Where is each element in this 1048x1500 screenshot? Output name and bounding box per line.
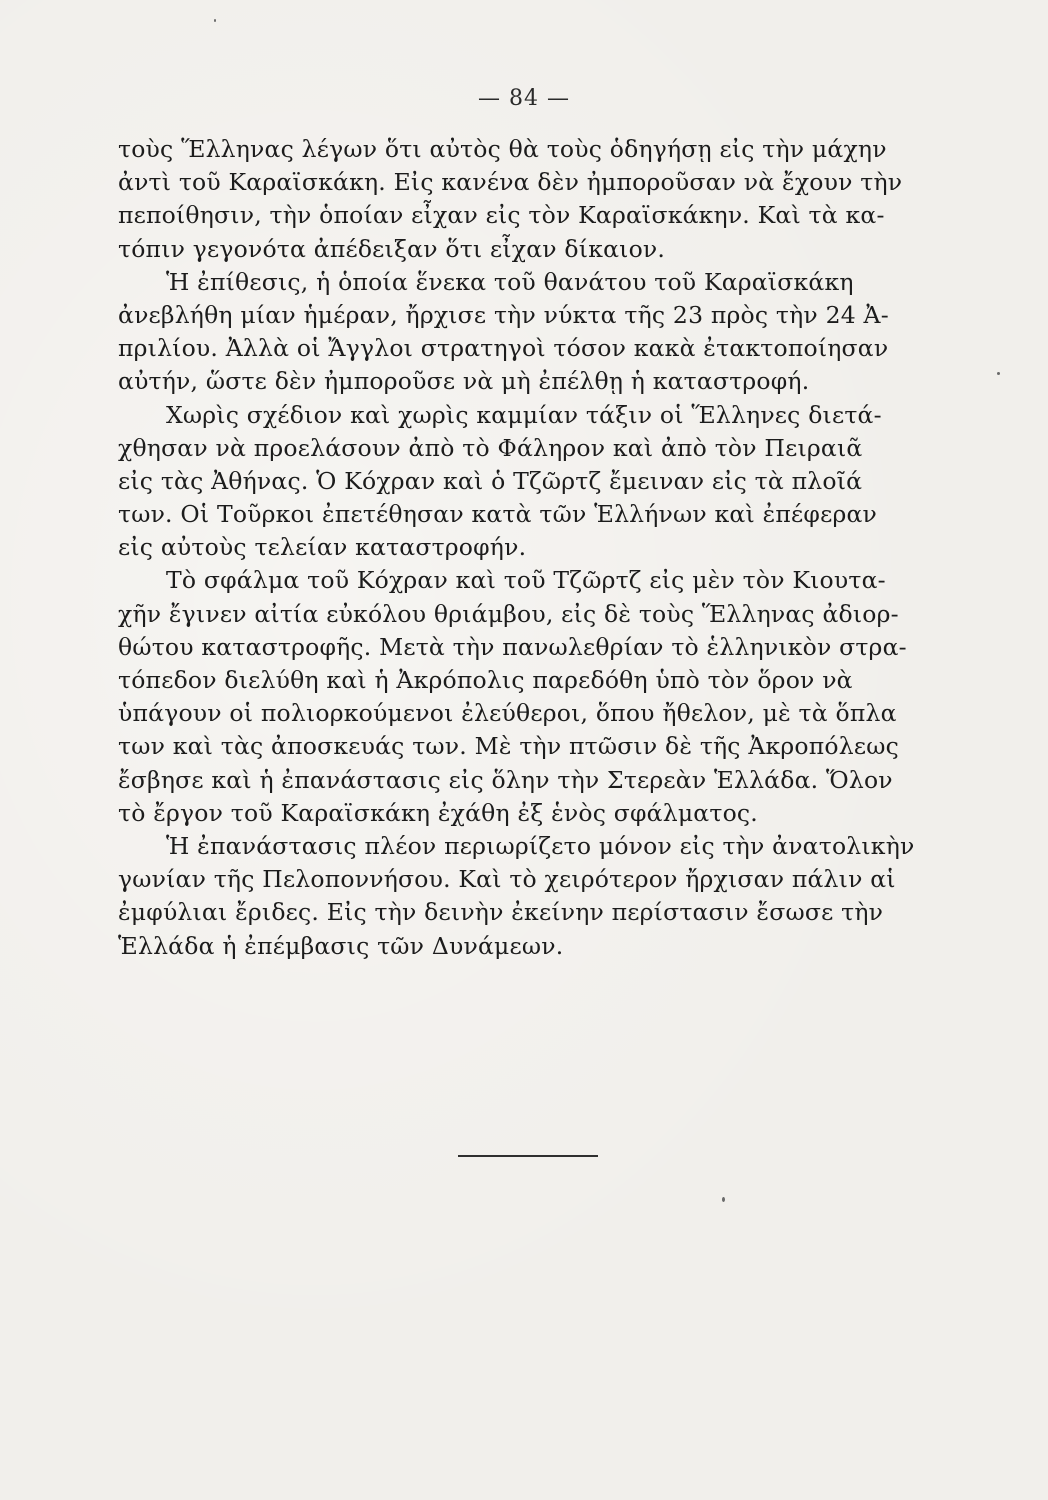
- text-line: των καὶ τὰς ἀποσκευάς των. Μὲ τὴν πτῶσιν δὲ τῆς Ἀκροπόλεως: [118, 732, 899, 761]
- text-line: τὸ ἔργον τοῦ Καραϊσκάκη ἐχάθη ἐξ ἑνὸς σφάλματος.: [118, 798, 758, 827]
- body-text: [118, 133, 958, 963]
- page-number: — 84 —: [478, 86, 570, 111]
- text-line: τόπιν γεγονότα ἀπέδειξαν ὅτι εἶχαν δίκαιον.: [118, 234, 666, 263]
- end-rule: [458, 1155, 598, 1157]
- text-line: των. Οἱ Τοῦρκοι ἐπετέθησαν κατὰ τῶν Ἑλλήνων καὶ ἐπέφεραν: [118, 500, 878, 529]
- text-line: γωνίαν τῆς Πελοποννήσου. Καὶ τὸ χειρότερον ἤρχισαν πάλιν αἱ: [118, 865, 896, 894]
- text-line: τόπεδον διελύθη καὶ ἡ Ἀκρόπολις παρεδόθη ὑπὸ τὸν ὅρον νὰ: [118, 666, 853, 694]
- text-line: θώτου καταστροφῆς. Μετὰ τὴν πανωλεθρίαν τὸ ἑλληνικὸν στρα-: [118, 632, 907, 661]
- text-line: εἰς τὰς Ἀθήνας. Ὁ Κόχραν καὶ ὁ Τζῶρτζ ἔμειναν εἰς τὰ πλοῖά: [118, 466, 863, 495]
- text-line: χῆν ἔγινεν αἰτία εὐκόλου θριάμβου, εἰς δὲ τοὺς Ἕλληνας ἀδιορ-: [118, 599, 899, 628]
- paper-speck: [722, 1197, 725, 1202]
- text-line: Ἡ ἐπίθεσις, ἡ ὁποία ἕνεκα τοῦ θανάτου τοῦ Καραϊσκάκη: [166, 267, 854, 296]
- text-line: χθησαν νὰ προελάσουν ἀπὸ τὸ Φάληρον καὶ ἀπὸ τὸν Πειραιᾶ: [118, 433, 863, 462]
- text-line: τοὺς Ἕλληνας λέγων ὅτι αὐτὸς θὰ τοὺς ὁδηγήσῃ εἰς τὴν μάχην: [118, 135, 887, 163]
- paper-speck: [214, 19, 216, 22]
- text-line: πριλίου. Ἀλλὰ οἱ Ἄγγλοι στρατηγοὶ τόσον κακὰ ἐτακτοποίησαν: [118, 334, 889, 363]
- text-line: αὐτήν, ὥστε δὲν ἠμποροῦσε νὰ μὴ ἐπέλθῃ ἡ καταστροφή.: [118, 367, 810, 396]
- text-line: ἀνεβλήθη μίαν ἡμέραν, ἤρχισε τὴν νύκτα τῆς 23 πρὸς τὴν 24 Ἀ-: [118, 300, 889, 329]
- text-line: Τὸ σφάλμα τοῦ Κόχραν καὶ τοῦ Τζῶρτζ εἰς μὲν τὸν Κιουτα-: [166, 566, 886, 595]
- text-line: ἀντὶ τοῦ Καραϊσκάκη. Εἰς κανένα δὲν ἠμποροῦσαν νὰ ἔχουν τὴν: [118, 168, 903, 197]
- text-line: ἔσβησε καὶ ἡ ἐπανάστασις εἰς ὅλην τὴν Στερεὰν Ἑλλάδα. Ὅλον: [118, 765, 893, 794]
- text-line: Ἡ ἐπανάστασις πλέον περιωρίζετο μόνον εἰς τὴν ἀνατολικὴν: [166, 831, 915, 860]
- text-line: Ἑλλάδα ἡ ἐπέμβασις τῶν Δυνάμεων.: [118, 931, 564, 960]
- paper-speck: [997, 372, 1000, 375]
- text-line: Χωρὶς σχέδιον καὶ χωρὶς καμμίαν τάξιν οἱ Ἕλληνες διετά-: [166, 400, 882, 429]
- text-line: ἐμφύλιαι ἔριδες. Εἰς τὴν δεινὴν ἐκείνην περίστασιν ἔσωσε τὴν: [118, 898, 884, 927]
- text-line: εἰς αὐτοὺς τελείαν καταστροφήν.: [118, 533, 527, 562]
- text-line: πεποίθησιν, τὴν ὁποίαν εἶχαν εἰς τὸν Καραϊσκάκην. Καὶ τὰ κα-: [118, 201, 885, 230]
- text-line: ὑπάγουν οἱ πολιορκούμενοι ἐλεύθεροι, ὅπου ἤθελον, μὲ τὰ ὅπλα: [118, 699, 897, 728]
